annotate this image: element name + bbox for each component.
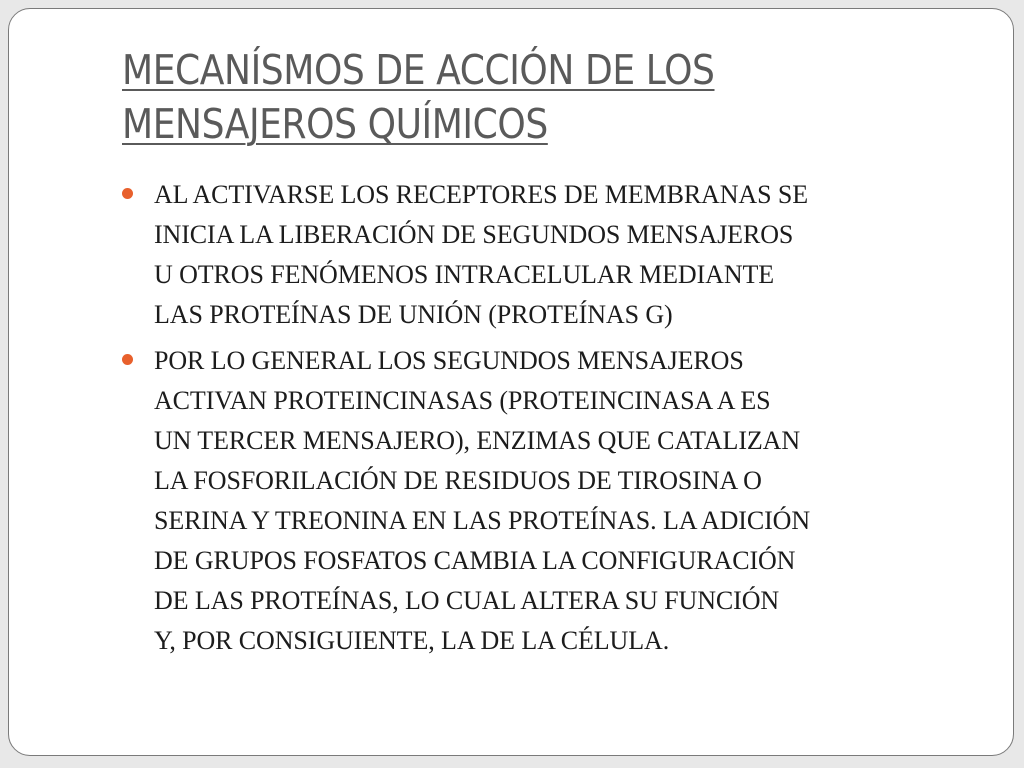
slide-title-line-2: MENSAJEROS QUÍMICOS <box>122 100 548 148</box>
bullet-line: UN TERCER MENSAJERO), ENZIMAS QUE CATALIZAN <box>154 426 801 455</box>
bullet-line: ACTIVAN PROTEINCINASAS (PROTEINCINASA A ES <box>154 386 771 415</box>
bullet-list <box>121 175 981 667</box>
bullet-line: LA FOSFORILACIÓN DE RESIDUOS DE TIROSINA O <box>154 466 762 495</box>
bullet-line: INICIA LA LIBERACIÓN DE SEGUNDOS MENSAJEROS <box>154 220 794 249</box>
slide-title <box>122 43 844 151</box>
bullet-item <box>121 341 981 661</box>
bullet-text <box>154 341 981 661</box>
bullet-line: AL ACTIVARSE LOS RECEPTORES DE MEMBRANAS SE <box>154 180 808 209</box>
bullet-item <box>121 175 981 335</box>
slide-title-line-1: MECANÍSMOS DE ACCIÓN DE LOS <box>122 46 715 94</box>
bullet-line: POR LO GENERAL LOS SEGUNDOS MENSAJEROS <box>154 346 744 375</box>
bullet-line: LAS PROTEÍNAS DE UNIÓN (PROTEÍNAS G) <box>154 300 673 329</box>
bullet-line: Y, POR CONSIGUIENTE, LA DE LA CÉLULA. <box>154 626 670 655</box>
bullet-line: SERINA Y TREONINA EN LAS PROTEÍNAS. LA ADICIÓN <box>154 506 811 535</box>
bullet-line: DE GRUPOS FOSFATOS CAMBIA LA CONFIGURACIÓN <box>154 546 796 575</box>
bullet-line: U OTROS FENÓMENOS INTRACELULAR MEDIANTE <box>154 260 775 289</box>
bullet-dot-icon <box>122 354 133 365</box>
bullet-text <box>154 175 981 335</box>
bullet-line: DE LAS PROTEÍNAS, LO CUAL ALTERA SU FUNCIÓN <box>154 586 780 615</box>
bullet-dot-icon <box>122 188 133 199</box>
slide-frame <box>8 8 1014 756</box>
